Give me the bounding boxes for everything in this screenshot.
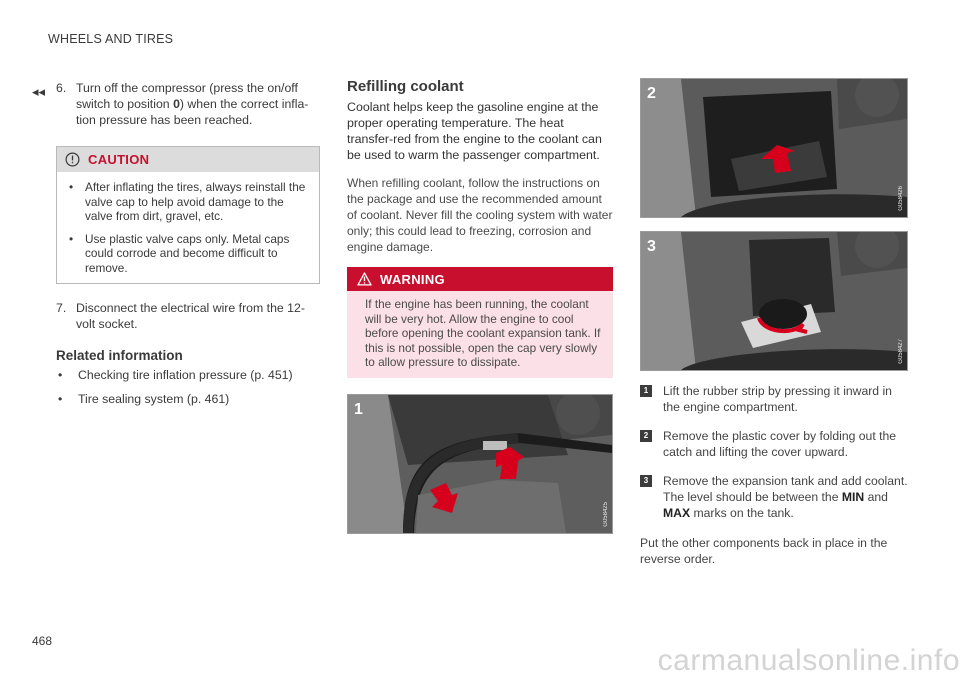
plastic-cover-illustration [641, 79, 907, 217]
warning-box [347, 267, 613, 378]
illustration-code: G058426 [898, 186, 904, 211]
site-watermark: carmanualsonline.info [657, 644, 960, 677]
caution-box [56, 146, 320, 284]
right-column [640, 78, 908, 567]
illustration-2-plastic-cover [640, 78, 908, 218]
related-link[interactable]: • Checking tire inflation pressure (p. 451) [58, 368, 293, 382]
section-heading: Refilling coolant [347, 78, 464, 95]
left-column [56, 80, 320, 407]
legend-badge: 1 [640, 385, 652, 397]
legend-item: 1 Lift the rubber strip by pressing it inward in the engine compartment. [640, 383, 908, 415]
illustration-code: G058427 [898, 339, 904, 364]
engine-compartment-illustration [348, 395, 612, 533]
legend-item: 3 Remove the expansion tank and add coolant. The level should be between the MIN and MAX marks on the tank. [640, 473, 908, 521]
expansion-tank-illustration [641, 232, 907, 370]
caution-body [57, 172, 319, 283]
intro-paragraph: Coolant helps keep the gasoline engine at the proper operating temperature. The heat transfer-red from the engine to the coolant can be used to warm the passenger compartment. [347, 100, 602, 162]
caution-bullet: • Use plastic valve caps only. Metal caps could corrode and become difficult to remove. [69, 231, 290, 275]
illustration-1-rubber-strip [347, 394, 613, 534]
closing-paragraph: Put the other components back in place in the reverse order. [640, 536, 888, 566]
illustration-3-expansion-tank [640, 231, 908, 371]
related-link[interactable]: • Tire sealing system (p. 461) [58, 392, 230, 406]
middle-column [347, 78, 613, 534]
legend-badge: 2 [640, 430, 652, 442]
illustration-label: 2 [647, 85, 656, 102]
legend-badge: 3 [640, 475, 652, 487]
warning-header [347, 267, 613, 291]
warning-triangle-icon [357, 272, 372, 286]
step-6: 6. Turn off the compressor (press the on/off switch to position 0) when the correct infla-tion pressure has been reached. [56, 81, 309, 127]
illustration-code: G058425 [603, 501, 609, 527]
caution-bullet: • After inflating the tires, always reinstall the valve cap to help avoid damage to the valve from dirt, gravel, etc. [69, 180, 306, 223]
section-header: WHEELS AND TIRES [48, 32, 174, 46]
caution-title: CAUTION [88, 152, 150, 167]
warning-text: If the engine has been running, the coolant will be very hot. Allow the engine to cool before opening the coolant expansion tank. If this is not possible, open the cap very slowly to allow pressure to dissipate. [365, 297, 601, 369]
body-paragraph: When refilling coolant, follow the instructions on the package and use the recommended amount of coolant. Never fill the cooling system with water only; this could lead to freezing, corrosion and engine damage. [347, 176, 613, 254]
step-7: 7. Disconnect the electrical wire from the 12-volt socket. [56, 301, 305, 331]
illustration-label: 3 [647, 238, 656, 255]
previous-page-arrows-icon[interactable]: ◂◂ [32, 84, 46, 99]
page-number: 468 [32, 634, 53, 648]
illustration-label: 1 [354, 400, 363, 418]
legend-item: 2 Remove the plastic cover by folding out the catch and lifting the cover upward. [640, 428, 908, 460]
caution-header [57, 147, 319, 172]
caution-info-icon [65, 152, 80, 167]
related-information-title: Related information [56, 348, 183, 363]
warning-title: WARNING [380, 271, 445, 287]
